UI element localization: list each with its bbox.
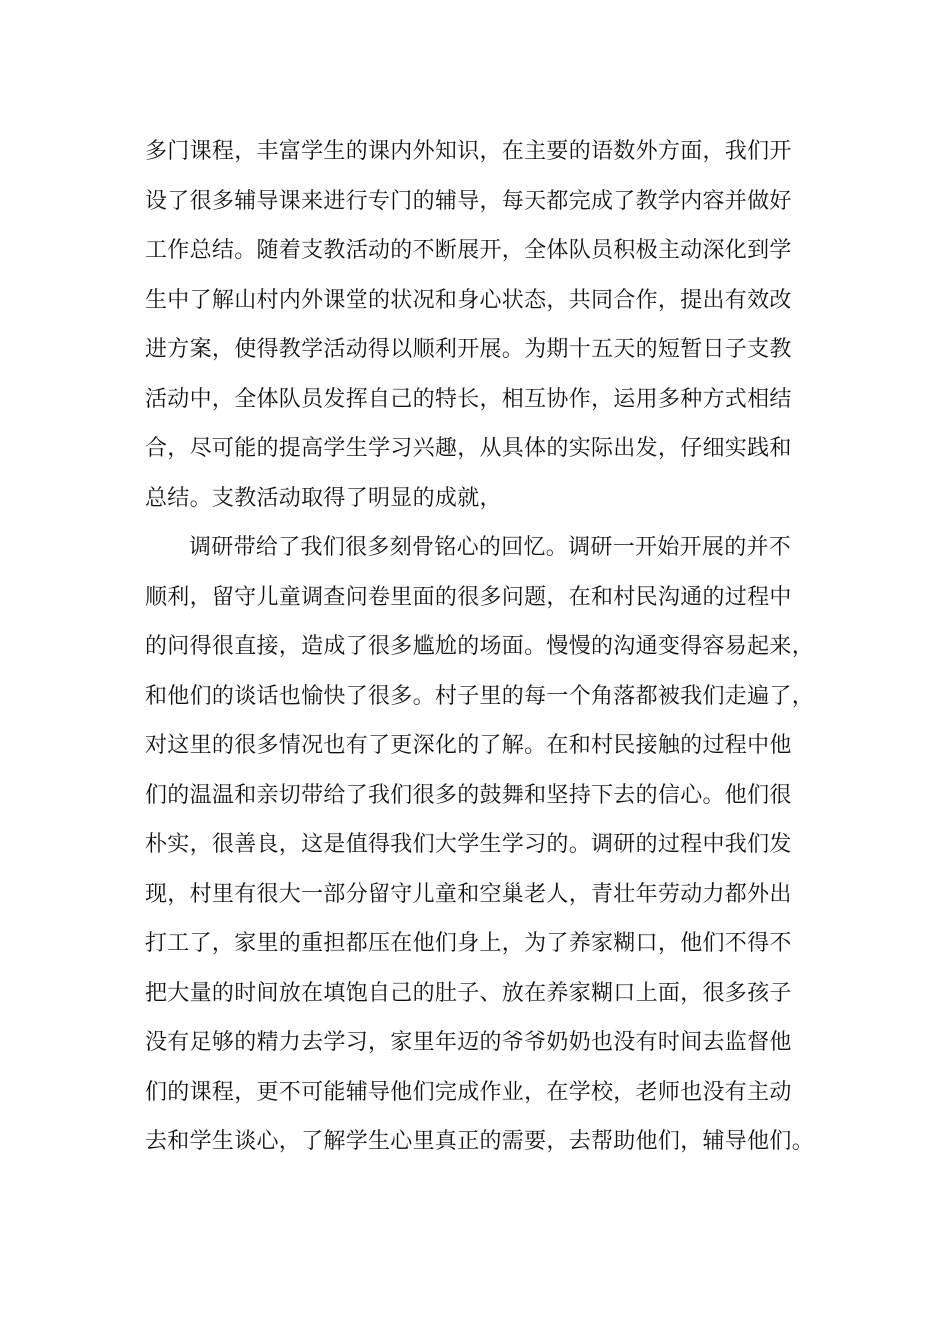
text-line: 设了很多辅导课来进行专门的辅导，每天都完成了教学内容并做好 — [145, 188, 792, 214]
text-line: 生中了解山村内外课堂的状况和身心状态，共同合作，提出有效改 — [145, 287, 792, 313]
text-line: 把大量的时间放在填饱自己的肚子、放在养家糊口上面，很多孩子 — [145, 980, 792, 1006]
text-line: 朴实，很善良，这是值得我们大学生学习的。调研的过程中我们发 — [145, 832, 792, 857]
text-line: 现，村里有很大一部分留守儿童和空巢老人，青壮年劳动力都外出 — [145, 881, 792, 907]
paragraph-1 — [145, 127, 825, 523]
text-line: 去和学生谈心，了解学生心里真正的需要，去帮助他们，辅导他们。 — [145, 1129, 815, 1154]
text-line: 工作总结。随着支教活动的不断展开，全体队员积极主动深化到学 — [145, 238, 792, 263]
text-line: 的问得很直接，造成了很多尴尬的场面。慢慢的沟通变得容易起来， — [145, 634, 815, 659]
text-line-indented: 调研带给了我们很多刻骨铭心的回忆。调研一开始开展的并不 — [189, 535, 792, 560]
text-line: 多门课程，丰富学生的课内外知识，在主要的语数外方面，我们开 — [145, 139, 792, 164]
text-line: 们的温温和亲切带给了我们很多的鼓舞和坚持下去的信心。他们很 — [145, 782, 792, 808]
text-line: 活动中，全体队员发挥自己的特长，相互协作，运用多种方式相结 — [145, 386, 792, 412]
text-line: 对这里的很多情况也有了更深化的了解。在和村民接触的过程中他 — [145, 733, 792, 758]
text-line: 进方案，使得教学活动得以顺利开展。为期十五天的短暂日子支教 — [145, 337, 792, 362]
text-line: 总结。支教活动取得了明显的成就， — [145, 485, 502, 511]
paragraph-2 — [145, 523, 825, 1167]
text-line: 顺利，留守儿童调查问卷里面的很多问题，在和村民沟通的过程中 — [145, 584, 792, 610]
text-line: 合，尽可能的提高学生学习兴趣，从具体的实际出发，仔细实践和 — [145, 436, 792, 461]
document-body — [145, 127, 825, 1167]
text-line: 们的课程，更不可能辅导他们完成作业，在学校，老师也没有主动 — [145, 1079, 792, 1105]
text-line: 没有足够的精力去学习，家里年迈的爷爷奶奶也没有时间去监督他 — [145, 1030, 792, 1055]
text-line: 和他们的谈话也愉快了很多。村子里的每一个角落都被我们走遍了， — [145, 683, 815, 709]
text-line: 打工了，家里的重担都压在他们身上，为了养家糊口，他们不得不 — [145, 931, 792, 956]
